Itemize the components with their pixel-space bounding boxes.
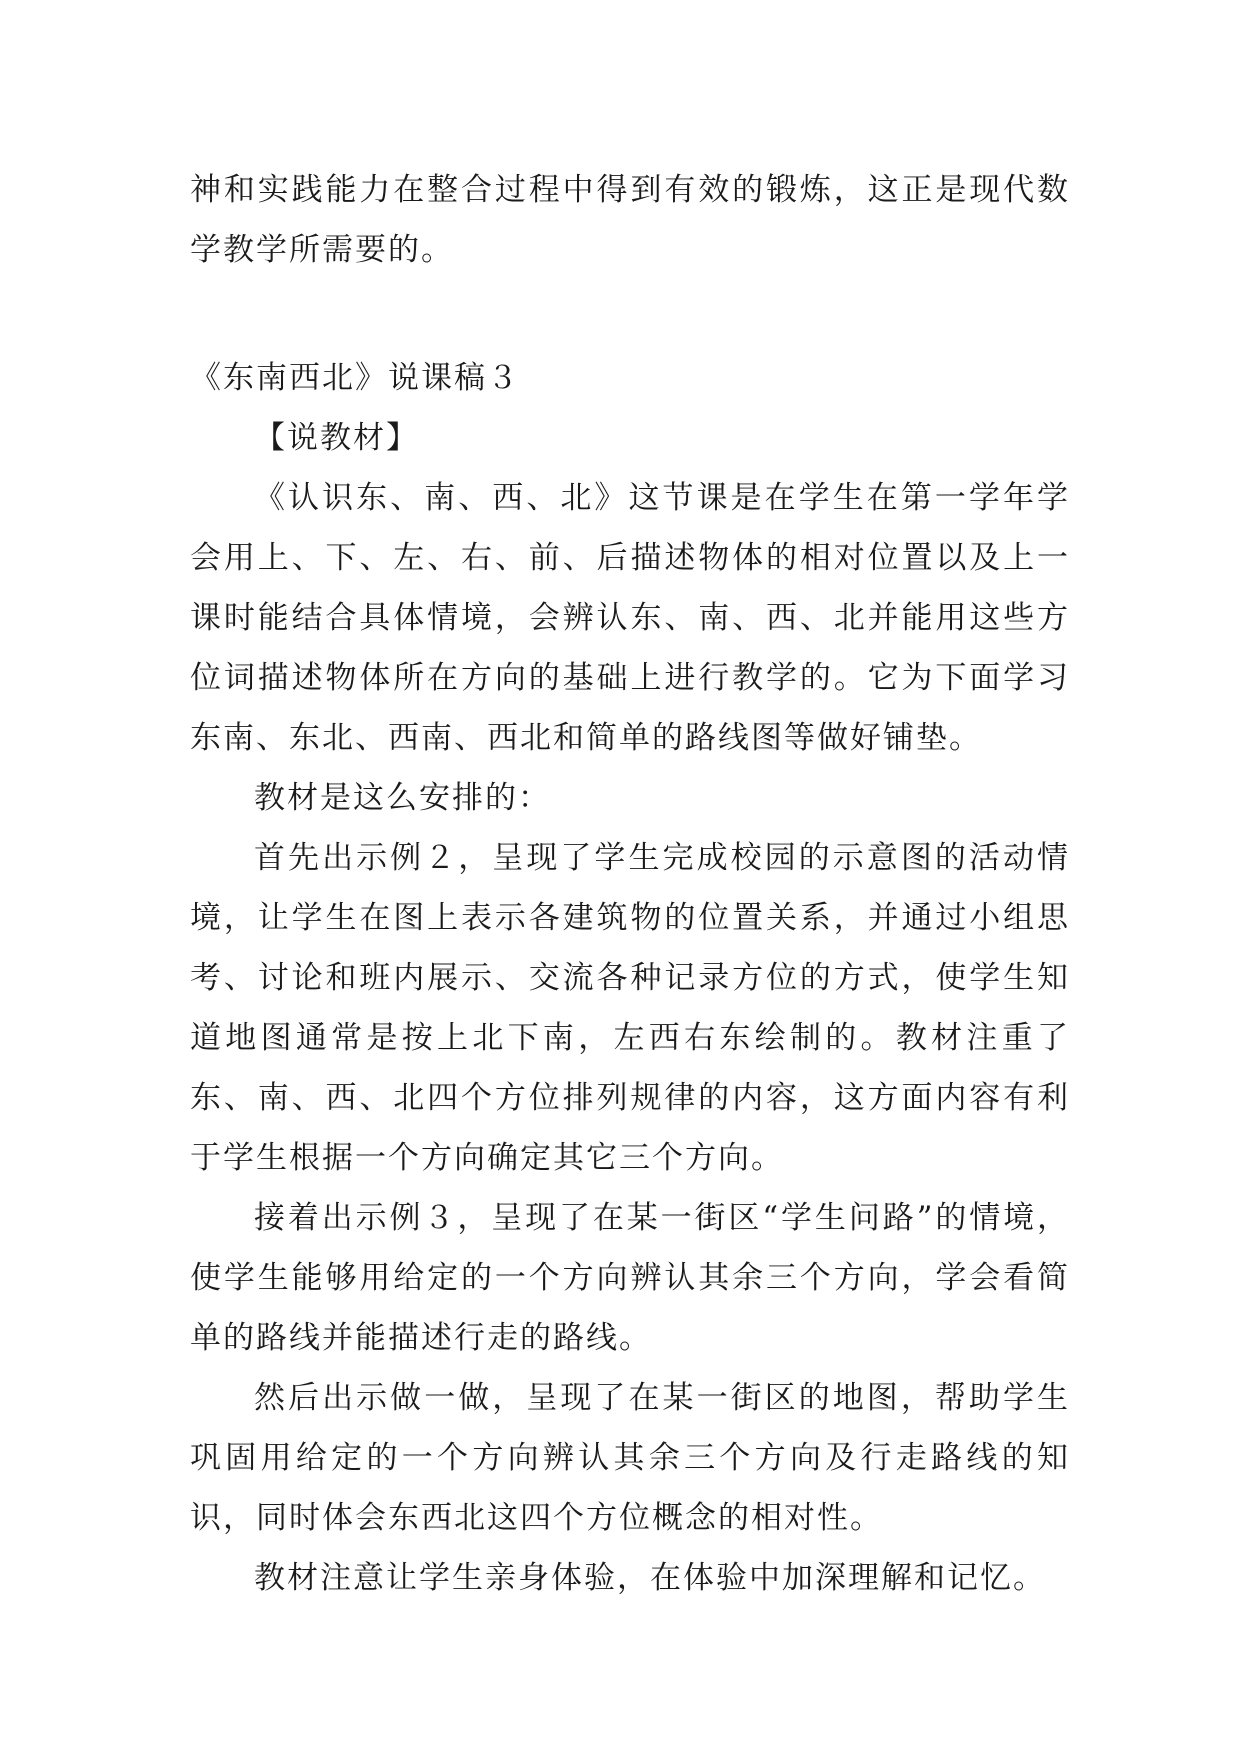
body-paragraph: 首先出示例２，呈现了学生完成校园的示意图的活动情境，让学生在图上表示各建筑物的位置关系，并通过小组思考、讨论和班内展示、交流各种记录方位的方式，使学生知道地图通常是按上北下南，左西右东绘制的。教材注重了东、南、西、北四个方位排列规律的内容，这方面内容有利于学生根据一个方向确定其它三个方向。 xyxy=(190,840,1070,1176)
document-body xyxy=(190,160,1070,1608)
continuation-paragraph: 神和实践能力在整合过程中得到有效的锻炼，这正是现代数学教学所需要的。 xyxy=(190,172,1070,268)
body-paragraph: 接着出示例３，呈现了在某一街区“学生问路”的情境，使学生能够用给定的一个方向辨认其余三个方向，学会看简单的路线并能描述行走的路线。 xyxy=(190,1200,1070,1356)
body-paragraph: 然后出示做一做，呈现了在某一街区的地图，帮助学生巩固用给定的一个方向辨认其余三个方向及行走路线的知识，同时体会东西北这四个方位概念的相对性。 xyxy=(190,1380,1070,1536)
section-title: 《东南西北》说课稿３ xyxy=(190,360,520,396)
body-paragraph: 教材是这么安排的： xyxy=(254,780,551,816)
body-paragraph: 教材注意让学生亲身体验，在体验中加深理解和记忆。 xyxy=(254,1560,1046,1596)
subheading-teaching-material: 【说教材】 xyxy=(254,420,419,456)
body-paragraph: 《认识东、南、西、北》这节课是在学生在第一学年学会用上、下、左、右、前、后描述物体的相对位置以及上一课时能结合具体情境，会辨认东、南、西、北并能用这些方位词描述物体所在方向的基础上进行教学的。它为下面学习东南、东北、西南、西北和简单的路线图等做好铺垫。 xyxy=(190,480,1070,756)
